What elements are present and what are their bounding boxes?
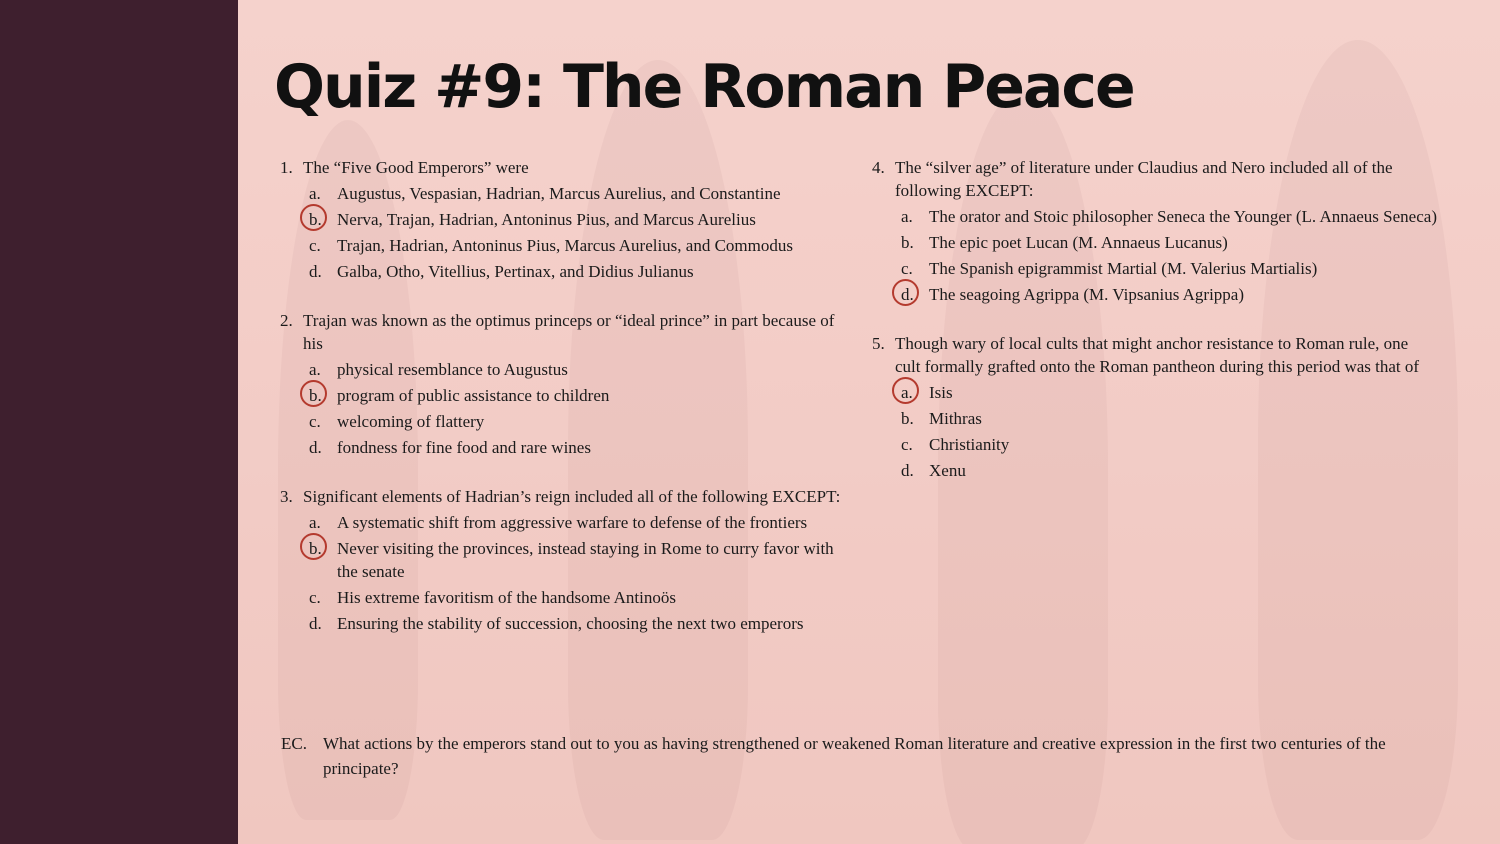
option-letter: c.	[309, 236, 321, 255]
option-text: welcoming of flattery	[337, 412, 485, 431]
questions-left-column	[280, 156, 855, 661]
option-text: Galba, Otho, Vitellius, Pertinax, and Didius Julianus	[337, 262, 694, 281]
answer-option	[872, 231, 1437, 254]
option-letter: a.	[901, 207, 913, 226]
option-text: program of public assistance to children	[337, 386, 610, 405]
option-letter: a.	[309, 360, 321, 379]
question-text: Though wary of local cults that might anchor resistance to Roman rule, one cult formally grafted onto the Roman pantheon during this period was that of	[895, 334, 1420, 376]
question-text: The “silver age” of literature under Claudius and Nero included all of the following EXCEPT:	[895, 158, 1393, 200]
option-text: Never visiting the provinces, instead staying in Rome to curry favor with the senate	[337, 539, 834, 581]
answer-option	[872, 257, 1437, 280]
answer-options	[280, 358, 855, 459]
option-text: The orator and Stoic philosopher Seneca the Younger (L. Annaeus Seneca)	[929, 207, 1437, 226]
option-letter: c.	[901, 259, 913, 278]
question-stem	[280, 156, 855, 179]
option-letter: d.	[309, 438, 322, 457]
answer-option	[280, 358, 855, 381]
option-text: Xenu	[929, 461, 966, 480]
answer-options	[280, 182, 855, 283]
question-4	[872, 156, 1437, 306]
option-letter: b.	[901, 409, 914, 428]
question-stem	[280, 309, 855, 355]
question-number: 2.	[280, 311, 293, 330]
answer-options	[280, 511, 855, 635]
option-text: Mithras	[929, 409, 982, 428]
question-text: Significant elements of Hadrian’s reign included all of the following EXCEPT:	[303, 487, 841, 506]
question-number: 4.	[872, 158, 885, 177]
option-letter: d.	[901, 461, 914, 480]
option-letter: c.	[309, 412, 321, 431]
answer-option	[280, 612, 855, 635]
question-number: 3.	[280, 487, 293, 506]
option-letter: b.	[309, 539, 322, 558]
answer-option	[280, 511, 855, 534]
extra-credit-label: EC.	[281, 734, 307, 753]
option-letter: d.	[901, 285, 914, 304]
question-2	[280, 309, 855, 459]
answer-option	[280, 260, 855, 283]
question-number: 1.	[280, 158, 293, 177]
answer-option	[872, 433, 1437, 456]
answer-option	[280, 410, 855, 433]
question-stem	[872, 332, 1437, 378]
extra-credit	[281, 731, 1401, 781]
option-letter: b.	[901, 233, 914, 252]
answer-options	[872, 205, 1437, 306]
answer-option	[280, 384, 855, 407]
option-text: Christianity	[929, 435, 1010, 454]
option-text: Trajan, Hadrian, Antoninus Pius, Marcus Aurelius, and Commodus	[337, 236, 793, 255]
option-letter: d.	[309, 614, 322, 633]
answer-option	[872, 205, 1437, 228]
answer-option	[280, 182, 855, 205]
option-text: Nerva, Trajan, Hadrian, Antoninus Pius, and Marcus Aurelius	[337, 210, 756, 229]
option-text: The seagoing Agrippa (M. Vipsanius Agrippa)	[929, 285, 1245, 304]
option-text: The Spanish epigrammist Martial (M. Valerius Martialis)	[929, 259, 1318, 278]
option-text: The epic poet Lucan (M. Annaeus Lucanus)	[929, 233, 1228, 252]
question-stem	[280, 485, 855, 508]
option-letter: b.	[309, 386, 322, 405]
option-letter: a.	[309, 184, 321, 203]
option-letter: c.	[309, 588, 321, 607]
answer-option	[280, 208, 855, 231]
option-letter: a.	[309, 513, 321, 532]
option-letter: d.	[309, 262, 322, 281]
answer-option	[872, 407, 1437, 430]
extra-credit-text: What actions by the emperors stand out to you as having strengthened or weakened Roman literature and creative expression in the first two centuries of the principate?	[323, 734, 1386, 778]
question-3	[280, 485, 855, 635]
question-text: The “Five Good Emperors” were	[303, 158, 529, 177]
option-text: A systematic shift from aggressive warfare to defense of the frontiers	[337, 513, 808, 532]
answer-option	[280, 586, 855, 609]
option-letter: a.	[901, 383, 913, 402]
option-letter: c.	[901, 435, 913, 454]
question-5	[872, 332, 1437, 482]
answer-option	[872, 459, 1437, 482]
option-text: His extreme favoritism of the handsome Antinoös	[337, 588, 676, 607]
answer-option	[872, 381, 1437, 404]
option-text: Ensuring the stability of succession, choosing the next two emperors	[337, 614, 804, 633]
answer-option	[280, 537, 855, 583]
option-text: Isis	[929, 383, 953, 402]
answer-option	[280, 436, 855, 459]
left-decorative-band	[0, 0, 238, 844]
question-stem	[872, 156, 1437, 202]
answer-option	[872, 283, 1437, 306]
question-text: Trajan was known as the optimus princeps or “ideal prince” in part because of his	[303, 311, 835, 353]
question-number: 5.	[872, 334, 885, 353]
answer-option	[280, 234, 855, 257]
question-1	[280, 156, 855, 283]
answer-options	[872, 381, 1437, 482]
option-text: physical resemblance to Augustus	[337, 360, 568, 379]
questions-right-column	[872, 156, 1437, 508]
option-letter: b.	[309, 210, 322, 229]
option-text: fondness for fine food and rare wines	[337, 438, 591, 457]
page-title: Quiz #9: The Roman Peace	[274, 52, 1134, 122]
option-text: Augustus, Vespasian, Hadrian, Marcus Aurelius, and Constantine	[337, 184, 781, 203]
